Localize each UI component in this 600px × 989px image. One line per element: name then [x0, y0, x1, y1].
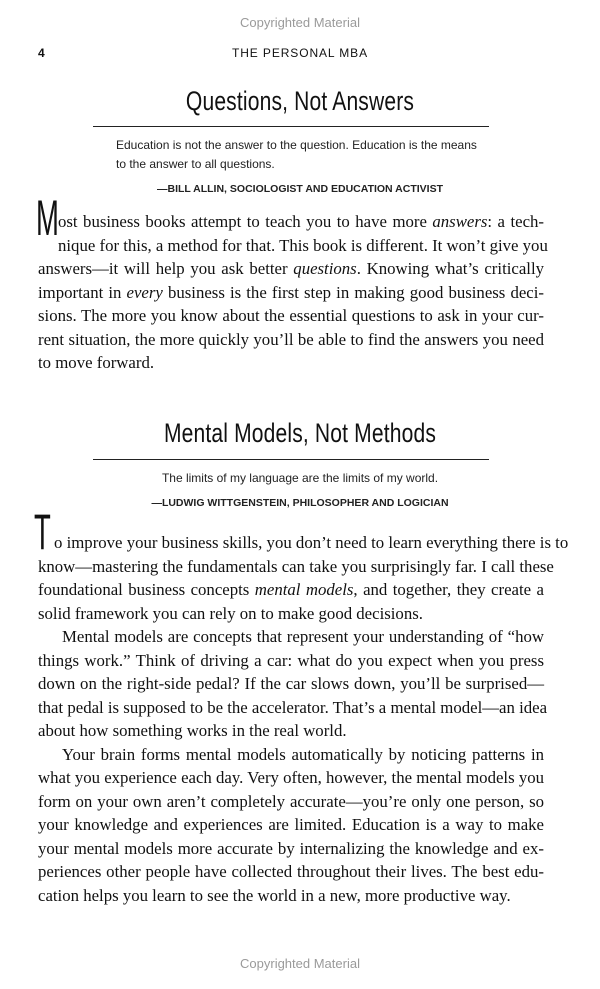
text-line: things work.” Think of driving a car: what do you expect when you press [38, 650, 544, 670]
text-line: important in every business is the first step in making good business deci- [38, 282, 544, 302]
text-line: cation helps you learn to see the world in a new, more productive way. [38, 885, 511, 905]
text-line: about how something works in the real world. [38, 721, 347, 740]
epigraph-line: to the answer to all questions. [116, 157, 275, 171]
text-line: what you experience each day. Very often, however, the mental models you [38, 768, 544, 787]
epigraph-attribution: —BILL ALLIN, SOCIOLOGIST AND EDUCATION ACTIVIST [156, 183, 444, 195]
epigraph-attribution: —LUDWIG WITTGENSTEIN, PHILOSOPHER AND LOGICIAN [151, 497, 449, 509]
drop-cap: T [34, 504, 51, 560]
text-line: know—mastering the fundamentals can take you surprisingly far. I call these [38, 556, 554, 576]
text-line: o improve your business skills, you don’t need to learn everything there is to [54, 533, 569, 552]
watermark-bottom: Copyrighted Material [240, 956, 360, 971]
title-rule [93, 126, 489, 127]
text-line: to move forward. [38, 353, 155, 372]
drop-cap: M [36, 190, 59, 246]
text-line: answers—it will help you ask better questions. Knowing what’s critically [38, 259, 544, 278]
body-paragraph [38, 210, 548, 375]
title-rule [93, 459, 489, 460]
text-line: Your brain forms mental models automatically by noticing patterns in [62, 744, 544, 764]
epigraph-line: Education is not the answer to the question. Education is the means [116, 138, 477, 152]
text-line: nique for this, a method for that. This book is different. It won’t give you [58, 235, 548, 255]
section-title-questions: Questions, Not Answers [185, 86, 415, 116]
text-line: sions. The more you know about the essential questions to ask in your cur- [38, 306, 544, 325]
epigraph-quote: The limits of my language are the limits of my world. [161, 471, 439, 485]
watermark-top: Copyrighted Material [240, 15, 360, 30]
body-paragraph [38, 531, 569, 907]
text-line: ost business books attempt to teach you to have more answers: a tech- [58, 212, 544, 231]
text-line: your knowledge and experiences are limited. Education is a way to make [38, 815, 544, 834]
text-line: rent situation, the more quickly you’ll be able to find the answers you need [38, 329, 544, 349]
text-line: form on your own aren’t completely accurate—you’re only one person, so [38, 791, 544, 811]
text-line: down on the right-side pedal? If the car slows down, you’ll be surprised— [38, 674, 544, 693]
text-line: periences other people have collected throughout their lives. The best edu- [38, 862, 544, 881]
text-line: that pedal is supposed to be the accelerator. That’s a mental model—an idea [38, 697, 548, 717]
text-line: solid framework you can rely on to make good decisions. [38, 603, 423, 623]
section-title-mental-models: Mental Models, Not Methods [163, 418, 437, 448]
text-line: foundational business concepts mental models, and together, they create a [38, 580, 544, 599]
running-title: THE PERSONAL MBA [232, 46, 368, 60]
epigraph-quote [116, 136, 496, 174]
text-line: Mental models are concepts that represent your understanding of “how [62, 627, 544, 646]
text-line: your mental models more accurate by internalizing the knowledge and ex- [38, 838, 544, 858]
page-number: 4 [38, 46, 45, 60]
